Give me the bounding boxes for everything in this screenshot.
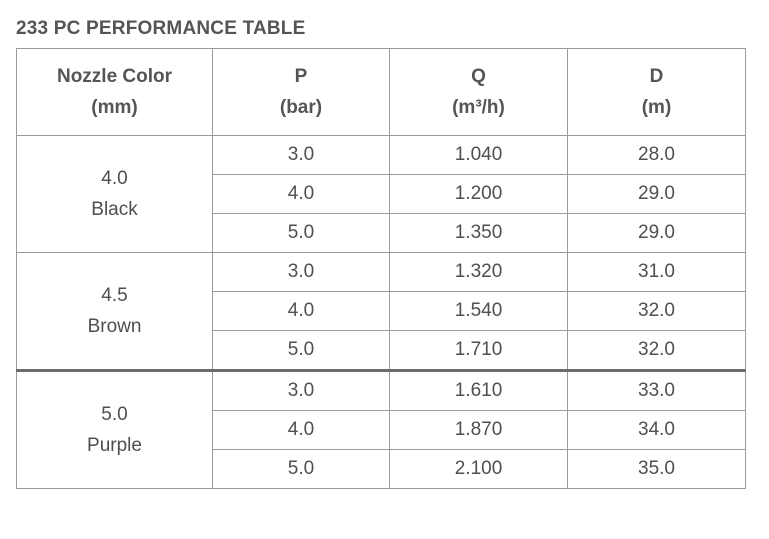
pressure-cell: 5.0 xyxy=(213,331,390,371)
pressure-cell: 4.0 xyxy=(213,411,390,450)
pressure-cell: 3.0 xyxy=(213,371,390,411)
diameter-cell: 33.0 xyxy=(568,371,746,411)
flow-cell: 2.100 xyxy=(390,450,568,489)
flow-cell: 1.200 xyxy=(390,175,568,214)
flow-cell: 1.540 xyxy=(390,292,568,331)
diameter-cell: 32.0 xyxy=(568,292,746,331)
header-flow-unit: (m³/h) xyxy=(452,97,505,118)
pressure-cell: 4.0 xyxy=(213,175,390,214)
diameter-cell: 34.0 xyxy=(568,411,746,450)
header-flow-name: Q xyxy=(471,66,486,87)
nozzle-size: 5.0 xyxy=(101,404,128,425)
flow-cell: 1.040 xyxy=(390,136,568,175)
diameter-cell: 28.0 xyxy=(568,136,746,175)
nozzle-cell-brown xyxy=(17,253,213,371)
header-flow xyxy=(390,49,568,136)
header-diameter xyxy=(568,49,746,136)
flow-cell: 1.710 xyxy=(390,331,568,371)
table-row xyxy=(17,371,746,411)
flow-cell: 1.320 xyxy=(390,253,568,292)
diameter-cell: 31.0 xyxy=(568,253,746,292)
nozzle-color: Purple xyxy=(87,435,142,456)
table-row xyxy=(17,136,746,175)
diameter-cell: 29.0 xyxy=(568,214,746,253)
header-nozzle-color xyxy=(17,49,213,136)
nozzle-color: Black xyxy=(91,199,138,220)
nozzle-size: 4.0 xyxy=(101,168,128,189)
header-pressure-unit: (bar) xyxy=(279,97,323,118)
diameter-cell: 29.0 xyxy=(568,175,746,214)
header-pressure-name: P xyxy=(294,66,308,87)
pressure-cell: 5.0 xyxy=(213,214,390,253)
pressure-cell: 5.0 xyxy=(213,450,390,489)
header-nozzle-color-unit: (mm) xyxy=(91,97,138,118)
nozzle-cell-black xyxy=(17,136,213,253)
header-diameter-name: D xyxy=(649,66,664,87)
pressure-cell: 3.0 xyxy=(213,253,390,292)
flow-cell: 1.350 xyxy=(390,214,568,253)
header-row xyxy=(17,49,746,136)
flow-cell: 1.610 xyxy=(390,371,568,411)
nozzle-size: 4.5 xyxy=(101,285,128,306)
header-pressure xyxy=(213,49,390,136)
pressure-cell: 4.0 xyxy=(213,292,390,331)
header-nozzle-color-name: Nozzle Color xyxy=(56,66,173,87)
performance-table xyxy=(16,48,746,489)
nozzle-color: Brown xyxy=(87,316,142,337)
diameter-cell: 32.0 xyxy=(568,331,746,371)
table-row xyxy=(17,253,746,292)
nozzle-cell-purple xyxy=(17,371,213,489)
header-diameter-unit: (m) xyxy=(641,97,672,118)
pressure-cell: 3.0 xyxy=(213,136,390,175)
diameter-cell: 35.0 xyxy=(568,450,746,489)
flow-cell: 1.870 xyxy=(390,411,568,450)
table-title: 233 PC PERFORMANCE TABLE xyxy=(16,18,306,39)
